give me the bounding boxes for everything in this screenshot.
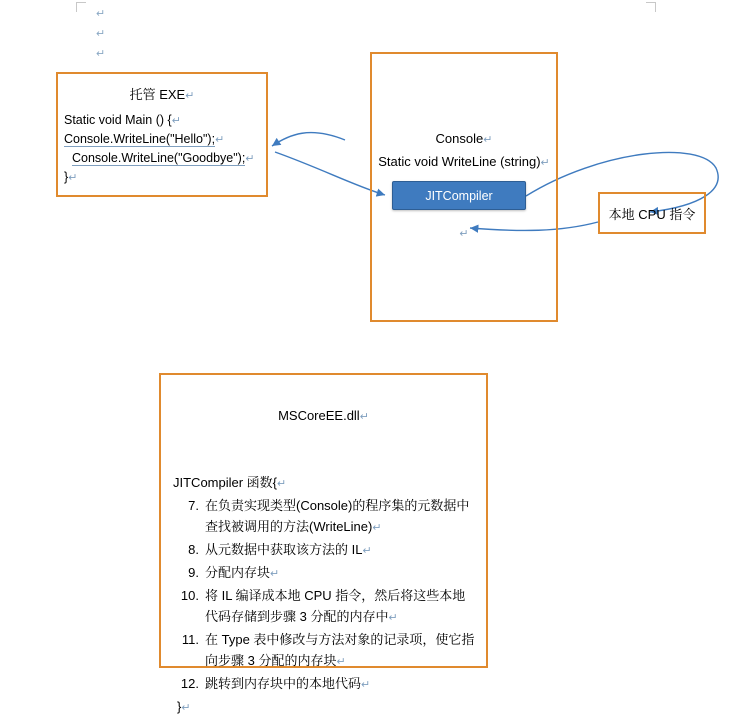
native-cpu-box (598, 192, 706, 234)
managed-exe-title-text: 托管 EXE (129, 87, 186, 102)
paragraph-mark: ↵ (483, 134, 493, 146)
managed-exe-box (56, 72, 268, 197)
paragraph-mark: ↵ (185, 90, 195, 102)
paragraph-mark: ↵ (359, 411, 369, 423)
list-item-number: 12. (180, 676, 199, 691)
mscoreee-box (159, 373, 488, 714)
list-item-label: 从元数据中获取该方法的 IL (205, 542, 363, 557)
paragraph-mark: ↵ (336, 656, 346, 668)
paragraph-mark: ↵ (245, 153, 255, 165)
list-item-text (205, 673, 478, 696)
mscoreee-title (161, 407, 486, 426)
code-line (64, 168, 266, 187)
paragraph-mark: ↵ (215, 134, 225, 146)
list-item-label: 分配内存块 (205, 565, 271, 580)
paragraph-mark: ↵ (540, 157, 550, 169)
code-line (64, 130, 266, 149)
code-line-text: } (64, 170, 69, 184)
jitcompiler-button-label: JITCompiler (425, 188, 493, 203)
list-item-label: 跳转到内存块中的本地代码 (205, 676, 362, 691)
mscoreee-title-text: MSCoreEE.dll (278, 408, 360, 423)
list-item (173, 673, 478, 696)
list-item-number: 8. (188, 542, 199, 557)
list-item-number: 11. (181, 632, 199, 647)
list-item (173, 629, 478, 673)
list-item-text (205, 562, 478, 585)
paragraph-mark: ↵ (459, 228, 469, 240)
arrow-console-to-jit (275, 152, 385, 195)
mscoreee-subtitle-text: JITCompiler 函数{ (173, 475, 278, 490)
managed-exe-title (58, 86, 266, 105)
paragraph-mark: ↵ (372, 522, 382, 534)
list-item-text (205, 585, 478, 629)
margin-mark-top-right (646, 2, 656, 12)
list-item-text (205, 629, 478, 673)
paragraph-mark: ↵ (96, 48, 106, 60)
mscoreee-subtitle (173, 472, 478, 495)
list-item-label: 将 IL 编译成本地 CPU 指令，然后将这些本地代码存储到步骤 3 分配的内存中 (205, 588, 466, 624)
closing-brace-text: } (177, 699, 182, 714)
code-line-text: Static void Main () { (64, 113, 172, 127)
console-title (372, 130, 556, 149)
paragraph-mark: ↵ (270, 568, 280, 580)
margin-mark-top-left (76, 2, 86, 12)
code-line (64, 149, 266, 168)
list-item-text (205, 539, 478, 562)
paragraph-mark: ↵ (181, 702, 191, 714)
paragraph-mark: ↵ (96, 28, 106, 40)
paragraph-mark: ↵ (96, 8, 106, 20)
list-item-text (205, 495, 478, 539)
jitcompiler-button[interactable] (392, 181, 526, 210)
paragraph-mark: ↵ (361, 679, 371, 691)
list-item-label: 在负责实现类型(Console)的程序集的元数据中查找被调用的方法(WriteLine) (205, 498, 470, 534)
list-item-number: 7. (188, 498, 199, 513)
paragraph-mark: ↵ (277, 478, 287, 490)
native-cpu-label: 本地 CPU 指令 (608, 206, 696, 222)
code-line-text: Console.WriteLine("Hello"); (64, 132, 216, 146)
console-trailing-mark (372, 224, 556, 243)
list-item-label: 在 Type 表中修改与方法对象的记录项，使它指向步骤 3 分配的内存块 (205, 632, 475, 668)
console-title-text: Console (435, 131, 484, 146)
mscoreee-closing-brace (173, 696, 478, 719)
list-item (173, 539, 478, 562)
list-item-number: 10. (180, 588, 199, 603)
paragraph-mark: ↵ (388, 612, 398, 624)
code-line (64, 111, 266, 130)
document-paragraph-marks (96, 4, 105, 64)
list-item (173, 585, 478, 629)
paragraph-mark: ↵ (68, 172, 78, 184)
paragraph-mark: ↵ (362, 545, 372, 557)
list-item-number: 9. (188, 565, 199, 580)
arrow-exe-to-console (272, 133, 345, 146)
paragraph-mark: ↵ (171, 115, 181, 127)
code-line-text: Console.WriteLine("Goodbye"); (72, 151, 246, 165)
console-subtitle (372, 153, 556, 172)
mscoreee-content (173, 472, 478, 719)
console-subtitle-text: Static void WriteLine (string) (378, 154, 541, 169)
list-item (173, 562, 478, 585)
list-item (173, 495, 478, 539)
